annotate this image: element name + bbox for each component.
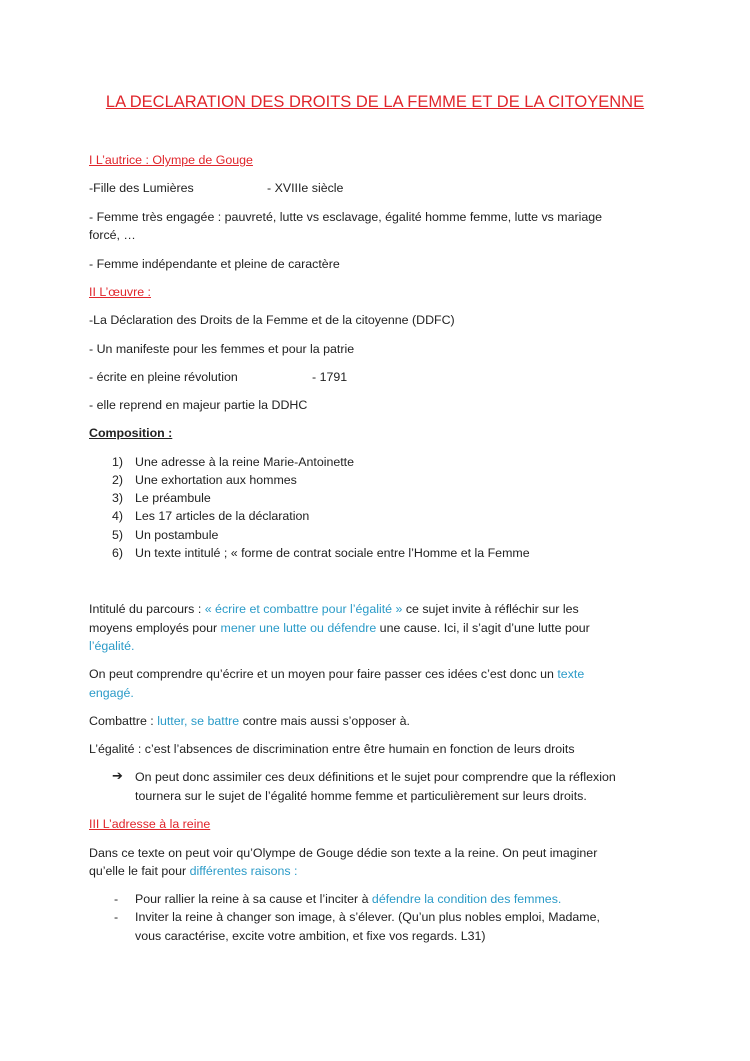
- section-heading-autrice: I L’autrice : Olympe de Gouge: [89, 153, 253, 167]
- text-line: -La Déclaration des Droits de la Femme et de la citoyenne (DDFC): [89, 313, 455, 327]
- text-line: - Femme très engagée : pauvreté, lutte vs esclavage, égalité homme femme, lutte vs mariage: [89, 210, 603, 224]
- composition-label: Composition :: [89, 426, 173, 440]
- dash-bullet: -: [114, 892, 119, 906]
- text-span: Pour rallier la reine à sa cause et l’inciter à: [135, 892, 372, 906]
- list-item-continuation: vous caractérise, excite votre ambition, et fixe vos regards. L31): [135, 929, 486, 943]
- list-item-number: 4): [112, 509, 124, 523]
- text-span: Combattre :: [89, 714, 158, 728]
- ecrire-line: [89, 666, 584, 682]
- list-item: Le préambule: [135, 491, 211, 505]
- text-line: tournera sur le sujet de l’égalité homme femme et particulièrement sur leurs droits.: [135, 789, 587, 803]
- highlight-span: mener une lutte ou défendre: [220, 621, 377, 635]
- highlight-span: « écrire et combattre pour l’égalité »: [204, 602, 403, 616]
- list-item-number: 5): [112, 528, 124, 542]
- list-item-number: 3): [112, 491, 124, 505]
- highlight-span: l’égalité.: [89, 639, 135, 653]
- highlight-span: texte: [557, 667, 585, 681]
- text-line: On peut donc assimiler ces deux définitions et le sujet pour comprendre que la réflexion: [135, 770, 616, 784]
- text-span: Intitulé du parcours :: [89, 602, 205, 616]
- text-line: - Un manifeste pour les femmes et pour la patrie: [89, 342, 355, 356]
- parcours-line: [89, 620, 590, 636]
- text-line: - XVIIIe siècle: [267, 181, 344, 195]
- list-item: [135, 891, 561, 907]
- text-line: - 1791: [312, 370, 348, 384]
- text-line: [89, 863, 297, 879]
- text-span: contre mais aussi s’opposer à.: [239, 714, 410, 728]
- highlight-span: engagé.: [89, 686, 134, 700]
- list-item: Un texte intitulé ; « forme de contrat sociale entre l’Homme et la Femme: [135, 546, 530, 560]
- text-line: -Fille des Lumières: [89, 181, 194, 195]
- section-heading-oeuvre: II L’œuvre :: [89, 285, 151, 299]
- list-item-number: 2): [112, 473, 124, 487]
- list-item: Inviter la reine à changer son image, à s’élever. (Qu’un plus nobles emploi, Madame,: [135, 910, 600, 924]
- combattre-line: [89, 713, 410, 729]
- text-span: moyens employés pour: [89, 621, 221, 635]
- text-span: qu’elle le fait pour: [89, 864, 190, 878]
- arrow-icon: ➔: [112, 769, 123, 784]
- list-item: Une exhortation aux hommes: [135, 473, 297, 487]
- highlight-span: différentes raisons :: [189, 864, 298, 878]
- parcours-line: [89, 601, 579, 617]
- highlight-span: défendre la condition des femmes.: [371, 892, 562, 906]
- text-line: - écrite en pleine révolution: [89, 370, 238, 384]
- text-line: Dans ce texte on peut voir qu’Olympe de Gouge dédie son texte a la reine. On peut imaginer: [89, 846, 598, 860]
- text-line: forcé, …: [89, 228, 136, 242]
- egalite-line: L’égalité : c’est l’absences de discrimination entre être humain en fonction de leurs droits: [89, 742, 575, 756]
- text-span: ce sujet invite à réfléchir sur les: [402, 602, 579, 616]
- list-item: Les 17 articles de la déclaration: [135, 509, 310, 523]
- section-heading-adresse: III L’adresse à la reine: [89, 817, 211, 831]
- text-line: - elle reprend en majeur partie la DDHC: [89, 398, 308, 412]
- list-item: Une adresse à la reine Marie-Antoinette: [135, 455, 355, 469]
- text-span: On peut comprendre qu’écrire et un moyen pour faire passer ces idées c’est donc un: [89, 667, 558, 681]
- text-span: une cause. Ici, il s’agit d’une lutte pour: [376, 621, 590, 635]
- list-item-number: 6): [112, 546, 124, 560]
- dash-bullet: -: [114, 910, 119, 924]
- page-title: LA DECLARATION DES DROITS DE LA FEMME ET DE LA CITOYENNE: [105, 93, 645, 111]
- list-item-number: 1): [112, 455, 124, 469]
- highlight-span: lutter, se battre: [157, 714, 240, 728]
- list-item: Un postambule: [135, 528, 219, 542]
- text-line: - Femme indépendante et pleine de caractère: [89, 257, 340, 271]
